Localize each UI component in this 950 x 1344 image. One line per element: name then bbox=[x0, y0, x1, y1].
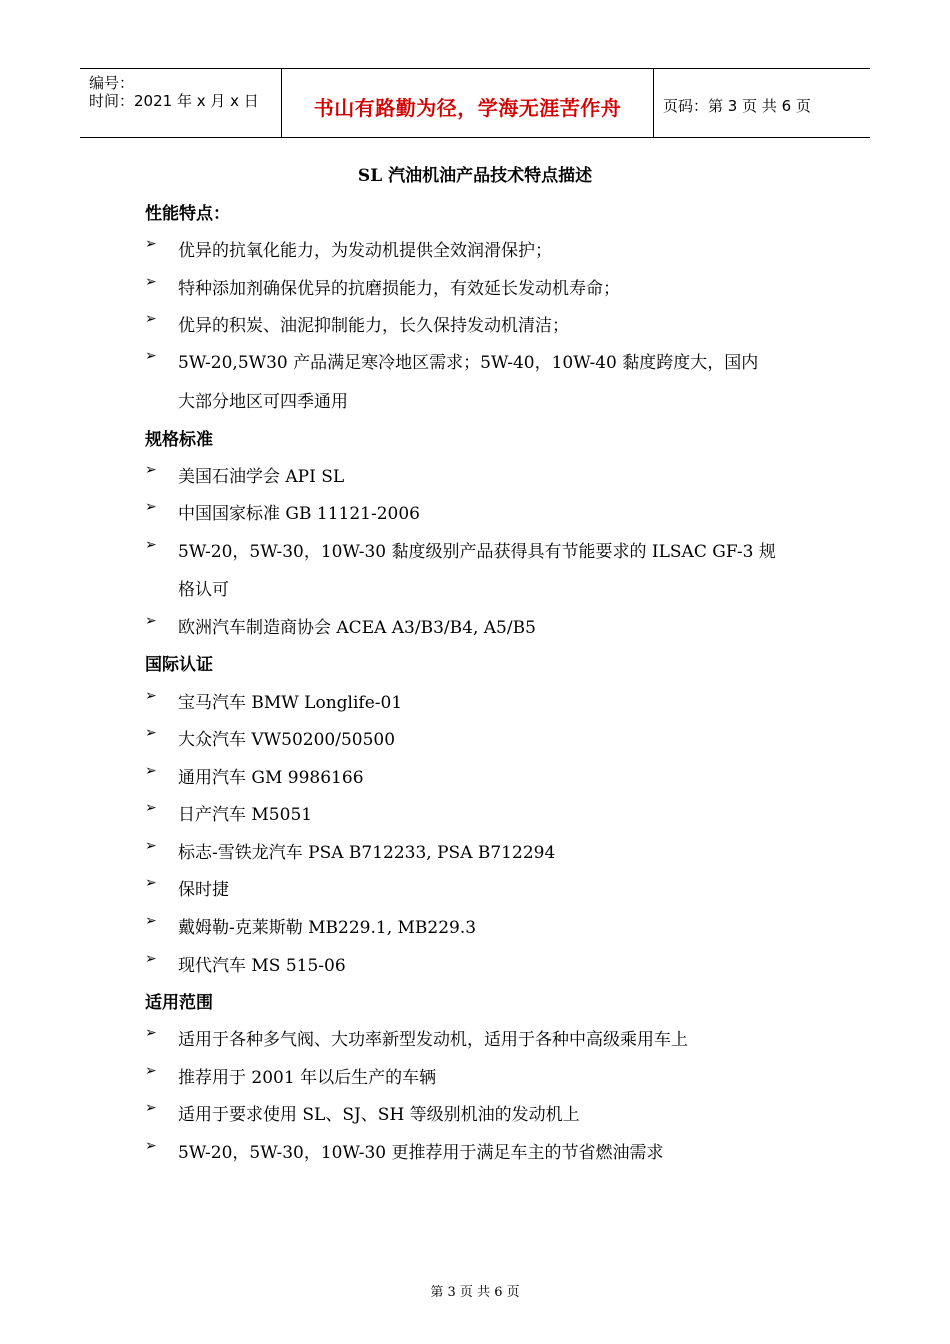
time-label: 时间：2021 年 x 月 x 日 bbox=[89, 92, 259, 110]
list-item-text: 5W-20,5W30 产品满足寒冷地区需求；5W-40，10W-40 黏度跨度大，国内 bbox=[178, 353, 759, 373]
arrow-bullet-icon: ➢ bbox=[145, 913, 157, 929]
arrow-bullet-icon: ➢ bbox=[145, 613, 157, 629]
list-item-text: 推荐用于 2001 年以后生产的车辆 bbox=[178, 1068, 437, 1088]
arrow-bullet-icon: ➢ bbox=[145, 1138, 157, 1154]
list-item-text: 适用于各种多气阀、大功率新型发动机，适用于各种中高级乘用车上 bbox=[178, 1030, 688, 1050]
section-heading-performance: 性能特点： bbox=[145, 204, 230, 224]
arrow-bullet-icon: ➢ bbox=[145, 462, 157, 478]
page-footer: 第 3 页 共 6 页 bbox=[430, 1285, 520, 1300]
arrow-bullet-icon: ➢ bbox=[145, 236, 157, 252]
list-item-text: 美国石油学会 API SL bbox=[178, 467, 345, 487]
arrow-bullet-icon: ➢ bbox=[145, 1100, 157, 1116]
list-item-text: 优异的抗氧化能力，为发动机提供全效润滑保护； bbox=[178, 241, 552, 261]
header-page-cell bbox=[654, 69, 870, 137]
list-item-text: 日产汽车 M5051 bbox=[178, 805, 313, 825]
section-heading-specs: 规格标准 bbox=[145, 430, 213, 450]
list-item-text: 现代汽车 MS 515-06 bbox=[178, 956, 346, 976]
list-item-text: 通用汽车 GM 9986166 bbox=[178, 768, 364, 788]
list-item-text: 欧洲汽车制造商协会 ACEA A3/B3/B4, A5/B5 bbox=[178, 618, 536, 638]
arrow-bullet-icon: ➢ bbox=[145, 311, 157, 327]
number-label: 编号： bbox=[89, 74, 135, 92]
list-item-text: 保时捷 bbox=[178, 880, 229, 900]
list-item-text: 优异的积炭、油泥抑制能力，长久保持发动机清洁； bbox=[178, 316, 569, 336]
arrow-bullet-icon: ➢ bbox=[145, 800, 157, 816]
arrow-bullet-icon: ➢ bbox=[145, 274, 157, 290]
list-item-text: 戴姆勒-克莱斯勒 MB229.1, MB229.3 bbox=[178, 918, 477, 938]
arrow-bullet-icon: ➢ bbox=[145, 348, 157, 364]
arrow-bullet-icon: ➢ bbox=[145, 688, 157, 704]
section-heading-certs: 国际认证 bbox=[145, 655, 213, 675]
page-code: 页码：第 3 页 共 6 页 bbox=[663, 97, 811, 115]
page-header bbox=[80, 68, 870, 138]
list-item-text: 大众汽车 VW50200/50500 bbox=[178, 730, 396, 750]
motto: 书山有路勤为径，学海无涯苦作舟 bbox=[313, 96, 622, 120]
header-motto-cell bbox=[281, 69, 654, 137]
header-meta-cell bbox=[80, 69, 281, 137]
arrow-bullet-icon: ➢ bbox=[145, 725, 157, 741]
list-item-text: 5W-20，5W-30，10W-30 黏度级别产品获得具有节能要求的 ILSAC GF-3 规 bbox=[178, 542, 776, 562]
list-item-text: 5W-20，5W-30，10W-30 更推荐用于满足车主的节省燃油需求 bbox=[178, 1143, 664, 1163]
arrow-bullet-icon: ➢ bbox=[145, 1025, 157, 1041]
list-item-continuation: 大部分地区可四季通用 bbox=[178, 392, 348, 412]
arrow-bullet-icon: ➢ bbox=[145, 1063, 157, 1079]
list-item-text: 标志-雪铁龙汽车 PSA B712233, PSA B712294 bbox=[178, 843, 556, 863]
arrow-bullet-icon: ➢ bbox=[145, 838, 157, 854]
list-item-continuation: 格认可 bbox=[178, 580, 229, 600]
arrow-bullet-icon: ➢ bbox=[145, 499, 157, 515]
list-item-text: 适用于要求使用 SL、SJ、SH 等级别机油的发动机上 bbox=[178, 1105, 580, 1125]
arrow-bullet-icon: ➢ bbox=[145, 763, 157, 779]
arrow-bullet-icon: ➢ bbox=[145, 951, 157, 967]
section-heading-scope: 适用范围 bbox=[145, 993, 213, 1013]
list-item-text: 特种添加剂确保优异的抗磨损能力，有效延长发动机寿命； bbox=[178, 279, 620, 299]
list-item-text: 中国国家标准 GB 11121-2006 bbox=[178, 504, 420, 524]
list-item-text: 宝马汽车 BMW Longlife-01 bbox=[178, 693, 403, 713]
document-title: SL 汽油机油产品技术特点描述 bbox=[357, 166, 593, 186]
arrow-bullet-icon: ➢ bbox=[145, 875, 157, 891]
arrow-bullet-icon: ➢ bbox=[145, 537, 157, 553]
